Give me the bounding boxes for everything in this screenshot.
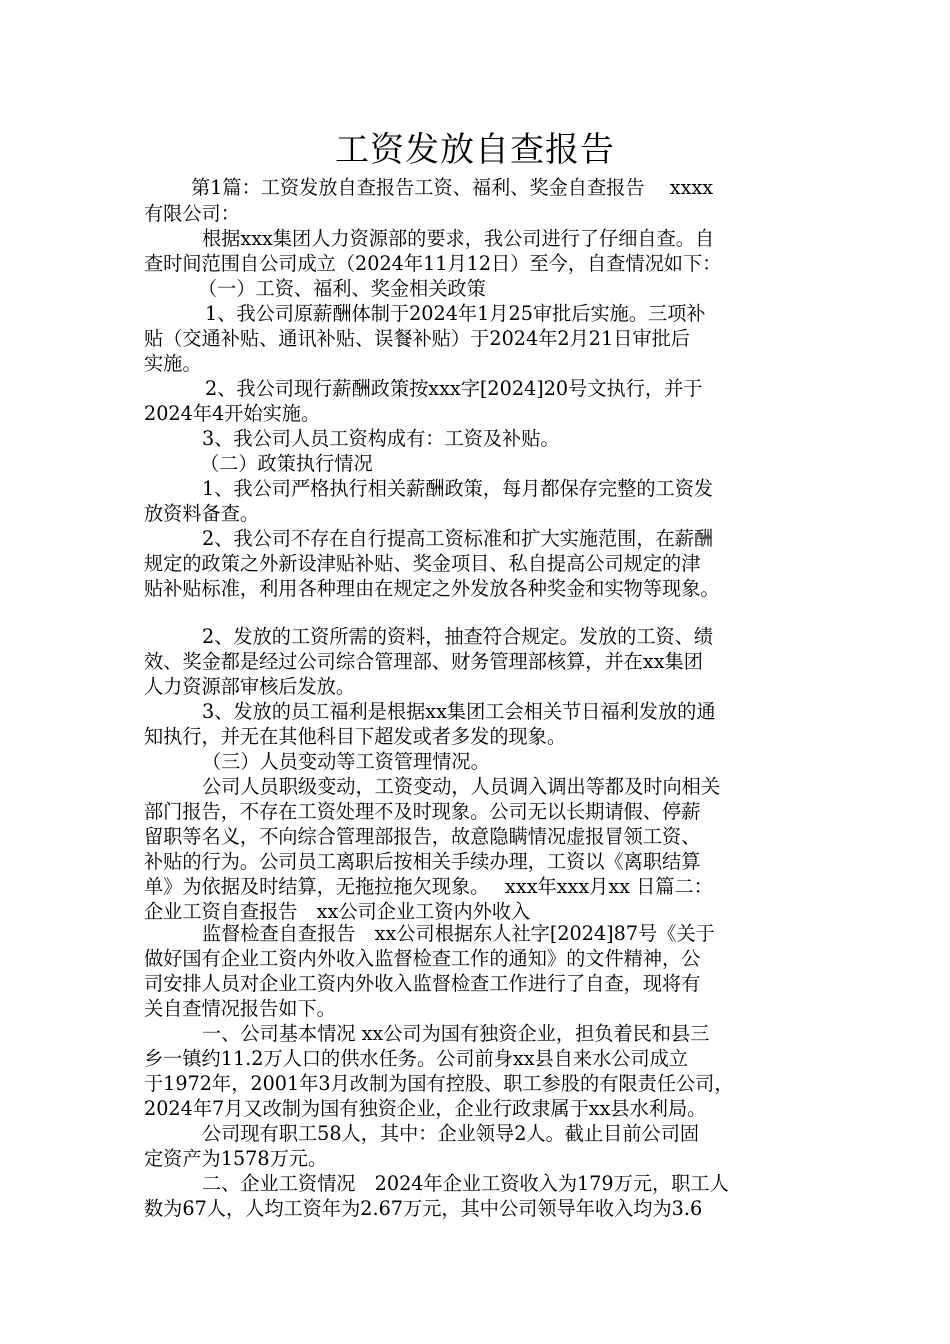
body-line: 查时间范围自公司成立（2024年11月12日）至今，自查情况如下： — [144, 252, 722, 275]
body-line: 放资料备查。 — [144, 502, 260, 525]
body-line: 2、我公司不存在自行提高工资标准和扩大实施范围，在薪酬 — [202, 527, 714, 550]
body-line: 监督检查自查报告 xx公司根据东人社字[2024]87号《关于 — [202, 922, 715, 945]
body-line: 补贴的行为。公司员工离职后按相关手续办理，工资以《离职结算 — [144, 850, 701, 873]
body-line: 有限公司： — [144, 202, 240, 225]
body-line: 2024年4开始实施。 — [144, 402, 321, 425]
body-line: 贴补贴标准，利用各种理由在规定之外发放各种奖金和实物等现象。 — [144, 577, 720, 600]
section-heading: （三）人员变动等工资管理情况。 — [202, 750, 490, 773]
body-line: 3、我公司人员工资构成有：工资及补贴。 — [202, 427, 560, 450]
body-line: 效、奖金都是经过公司综合管理部、财务管理部核算，并在xx集团 — [144, 650, 703, 673]
body-line: 公司现有职工58人，其中：企业领导2人。截止目前公司固 — [202, 1122, 700, 1145]
body-line: 贴（交通补贴、通讯补贴、误餐补贴）于2024年2月21日审批后 — [144, 327, 690, 350]
body-line: 知执行，并无在其他科目下超发或者多发的现象。 — [144, 725, 567, 748]
body-line: 部门报告，不存在工资处理不及时现象。公司无以长期请假、停薪 — [144, 800, 701, 823]
body-line: 做好国有企业工资内外收入监督检查工作的通知》的文件精神，公 — [144, 947, 701, 970]
body-line: 根据xxx集团人力资源部的要求，我公司进行了仔细自查。自 — [202, 227, 715, 250]
section-heading: 一、公司基本情况 xx公司为国有独资企业，担负着民和县三 — [202, 1022, 710, 1045]
body-line: 1、我公司严格执行相关薪酬政策，每月都保存完整的工资发 — [202, 477, 714, 500]
body-line: 3、发放的员工福利是根据xx集团工会相关节日福利发放的通 — [202, 700, 716, 723]
body-line: 第1篇：工资发放自查报告工资、福利、奖金自查报告 xxxx — [191, 176, 714, 199]
section-heading: （一）工资、福利、奖金相关政策 — [198, 277, 486, 300]
document-title: 工资发放自查报告 — [335, 130, 615, 170]
body-line: 企业工资自查报告 xx公司企业工资内外收入 — [144, 900, 531, 923]
section-heading: 二、企业工资情况 2024年企业工资收入为179万元，职工人 — [202, 1172, 729, 1195]
section-heading: （二）政策执行情况 — [200, 452, 373, 475]
body-line: 关自查情况报告如下。 — [144, 997, 336, 1020]
body-line: 1、我公司原薪酬体制于2024年1月25审批后实施。三项补 — [205, 302, 706, 325]
body-line: 2、发放的工资所需的资料，抽查符合规定。发放的工资、绩 — [202, 625, 714, 648]
body-line: 单》为依据及时结算，无拖拉拖欠现象。 xxx年xxx月xx 日篇二： — [144, 875, 713, 898]
body-line: 实施。 — [144, 352, 202, 375]
body-line: 规定的政策之外新设津贴补贴、奖金项目、私自提高公司规定的津 — [144, 552, 701, 575]
body-line: 乡一镇约11.2万人口的供水任务。公司前身xx县自来水公司成立 — [144, 1047, 689, 1070]
body-line: 司安排人员对企业工资内外收入监督检查工作进行了自查，现将有 — [144, 972, 701, 995]
body-line: 留职等名义，不向综合管理部报告，故意隐瞒情况虚报冒领工资、 — [144, 825, 701, 848]
body-line: 人力资源部审核后发放。 — [144, 675, 356, 698]
body-line: 2024年7月又改制为国有独资企业，企业行政隶属于xx县水利局。 — [144, 1097, 707, 1120]
body-line: 定资产为1578万元。 — [144, 1147, 328, 1170]
body-line: 公司人员职级变动，工资变动，人员调入调出等都及时向相关 — [202, 775, 721, 798]
body-line: 2、我公司现行薪酬政策按xxx字[2024]20号文执行，并于 — [205, 377, 703, 400]
body-line: 于1972年，2001年3月改制为国有控股、职工参股的有限责任公司， — [144, 1072, 734, 1095]
body-line: 数为67人，人均工资年为2.67万元，其中公司领导年收入均为3.6 — [144, 1197, 703, 1220]
